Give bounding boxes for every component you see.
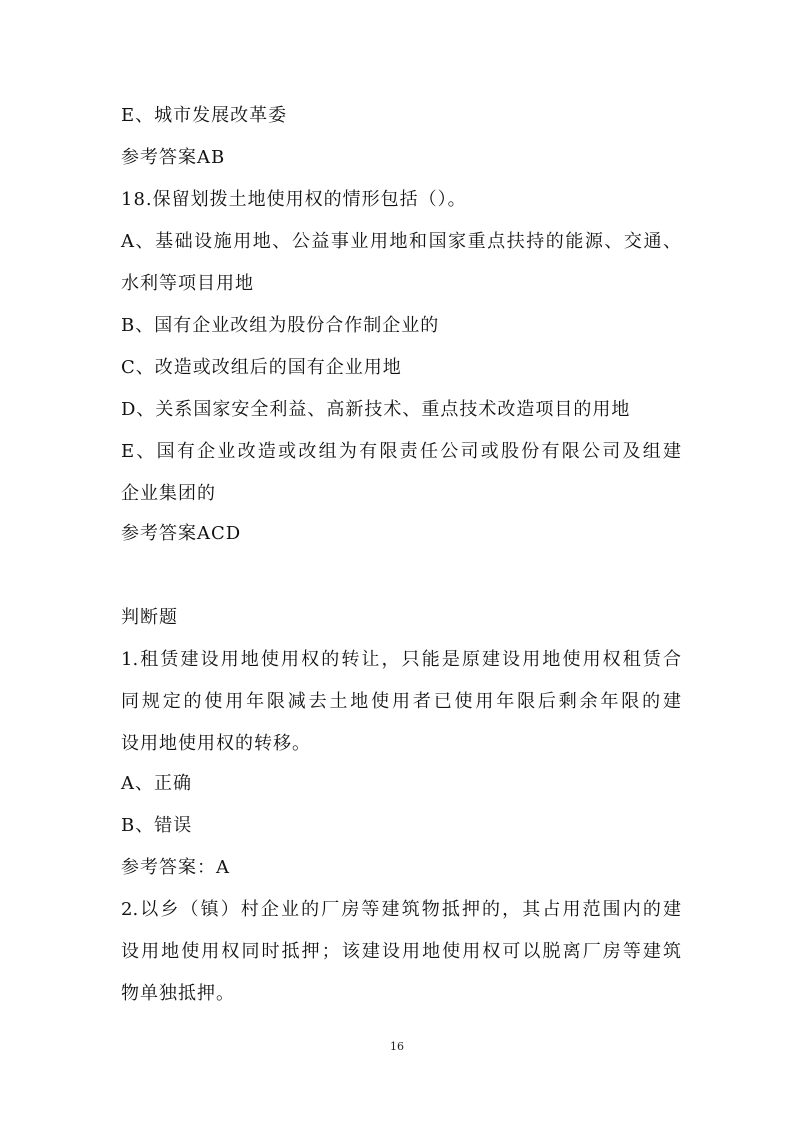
answer-judgment-q1: 参考答案：A xyxy=(121,857,230,878)
judgment-q2-line2: 设用地使用权同时抵押；该建设用地使用权可以脱离厂房等建筑 xyxy=(121,941,681,962)
option-a-q18-line1: A、基础设施用地、公益事业用地和国家重点扶持的能源、交通、 xyxy=(121,231,681,252)
option-e-q18-line1: E、国有企业改造或改组为有限责任公司或股份有限公司及组建 xyxy=(121,441,681,462)
option-e-q17: E、城市发展改革委 xyxy=(121,105,288,126)
section-heading-judgment: 判断题 xyxy=(121,607,178,628)
judgment-q1-line3: 设用地使用权的转移。 xyxy=(121,733,311,754)
option-b-judgment-q1: B、错误 xyxy=(121,815,193,836)
judgment-q2-line1: 2.以乡（镇）村企业的厂房等建筑物抵押的，其占用范围内的建 xyxy=(121,899,681,920)
judgment-q1-line2: 同规定的使用年限减去土地使用者已使用年限后剩余年限的建 xyxy=(121,691,681,712)
option-d-q18: D、关系国家安全利益、高新技术、重点技术改造项目的用地 xyxy=(121,399,631,420)
judgment-q2-line3: 物单独抵押。 xyxy=(121,983,235,1004)
option-b-q18: B、国有企业改组为股份合作制企业的 xyxy=(121,315,440,336)
option-c-q18: C、改造或改组后的国有企业用地 xyxy=(121,357,402,378)
judgment-q1-line1: 1.租赁建设用地使用权的转让，只能是原建设用地使用权租赁合 xyxy=(121,649,681,670)
option-a-judgment-q1: A、正确 xyxy=(121,773,192,794)
answer-q18: 参考答案ACD xyxy=(121,523,242,544)
option-e-q18-line2: 企业集团的 xyxy=(121,483,216,504)
question-18: 18.保留划拨土地使用权的情形包括（）。 xyxy=(121,189,467,210)
option-a-q18-line2: 水利等项目用地 xyxy=(121,273,254,294)
answer-q17: 参考答案AB xyxy=(121,147,226,168)
page-number: 16 xyxy=(390,1040,404,1053)
